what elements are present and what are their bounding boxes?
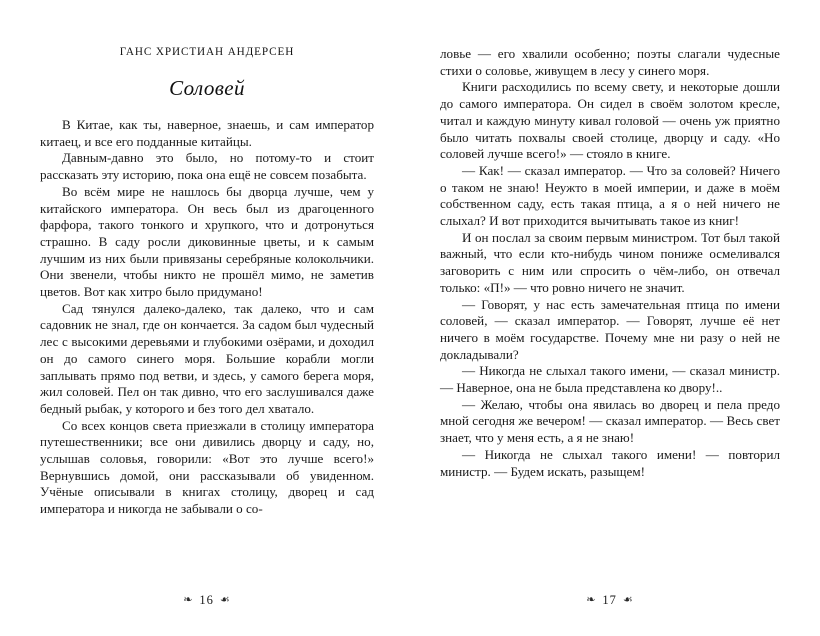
paragraph: В Китае, как ты, наверное, знаешь, и сам император китаец, и все его подданные китайцы. — [40, 117, 374, 149]
paragraph: — Желаю, чтобы она явилась во дворец и пела предо мной сегодня же вечером! — сказал император. — Весь свет знает, что у меня есть, а я не знаю! — [440, 396, 780, 446]
page-number-left — [40, 585, 374, 608]
page-right — [432, 46, 780, 608]
ornament-right-icon: ☙ — [219, 594, 231, 606]
page-number-value: 17 — [602, 593, 617, 607]
paragraph: — Никогда не слыхал такого имени, — сказал министр. — Наверное, она не была представлена ко двору!.. — [440, 363, 780, 396]
right-page-body — [440, 46, 780, 585]
paragraph: Со всех концов света приезжали в столицу императора путешественники; все они дивились дворцу и саду, но, услышав соловья, говорили: «Вот это лучше всего!» Вернувшись домой, они рассказывали об увиденном. Учёные описывали в книгах столицу, дворец и сад императора и никогда не забывали о со- — [40, 417, 374, 517]
page-number-value: 16 — [199, 593, 214, 607]
paragraph: — Как! — сказал император. — Что за соловей? Ничего о таком не знаю! Неужто в моей империи, и даже в моём собственном саду, есть такая птица, а я о ней ничего не слыхал? И вот приходится вычитывать такое из книг! — [440, 162, 780, 229]
story-title: Соловей — [169, 76, 245, 100]
paragraph: Сад тянулся далеко-далеко, так далеко, что и сам садовник не знал, где он кончается. За садом был чудесный лес с высокими деревьями и глубокими озёрами, и доходил он до самого синего моря. Большие корабли могли заплывать прямо под ветви, и здесь, у самого берега моря, жил соловей. Пел он так дивно, что его заслушивался даже бедный рыбак, у которого и без того дел хватало. — [40, 300, 374, 416]
paragraph: — Никогда не слыхал такого имени! — повторил министр. — Будем искать, разыщем! — [440, 446, 780, 479]
paragraph: Давным-давно это было, но потому-то и стоит рассказать эту историю, пока она ещё не совсем позабыта. — [40, 150, 374, 183]
paragraph: ловье — его хвалили особенно; поэты слагали чудесные стихи о соловье, живущем в лесу у синего моря. — [440, 46, 780, 78]
ornament-left-icon: ❧ — [586, 594, 597, 606]
left-page-body — [40, 117, 374, 585]
ornament-right-icon: ☙ — [622, 594, 634, 606]
paragraph: — Говорят, у нас есть замечательная птица по имени соловей, — сказал император. — Говорят, лучше её нет ничего в моём государстве. Почему мне ни разу о ней не докладывали? — [440, 296, 780, 362]
paragraph: И он послал за своим первым министром. Тот был такой важный, что если кто-нибудь чином пониже осмеливался заговорить с ним или спросить о чём-либо, он отвечал только: «П!» — что ровно ничего не значит. — [440, 229, 780, 295]
paragraph: Книги расходились по всему свету, и некоторые дошли до самого императора. Он сидел в своём золотом кресле, читал и каждую минуту кивал головой — очень уж приятно было читать похвалы своей столице, дворцу и саду. «Но соловей лучше всего!» — стояло в книге. — [440, 79, 780, 162]
book-author: ГАНС ХРИСТИАН АНДЕРСЕН — [119, 46, 295, 58]
page-left — [40, 46, 388, 608]
ornament-left-icon: ❧ — [183, 594, 194, 606]
paragraph: Во всём мире не нашлось бы дворца лучше, чем у китайского императора. Он весь был из драгоценного фарфора, такого тонкого и хрупкого, что и дотронуться страшно. В саду росли диковинные цветы, и к самым лучшим из них были привязаны серебряные колокольчики. Они звенели, чтобы никто не прошёл мимо, не заметив цветов. Вот как хитро было придумано! — [40, 183, 374, 300]
page-number-right — [440, 585, 780, 608]
